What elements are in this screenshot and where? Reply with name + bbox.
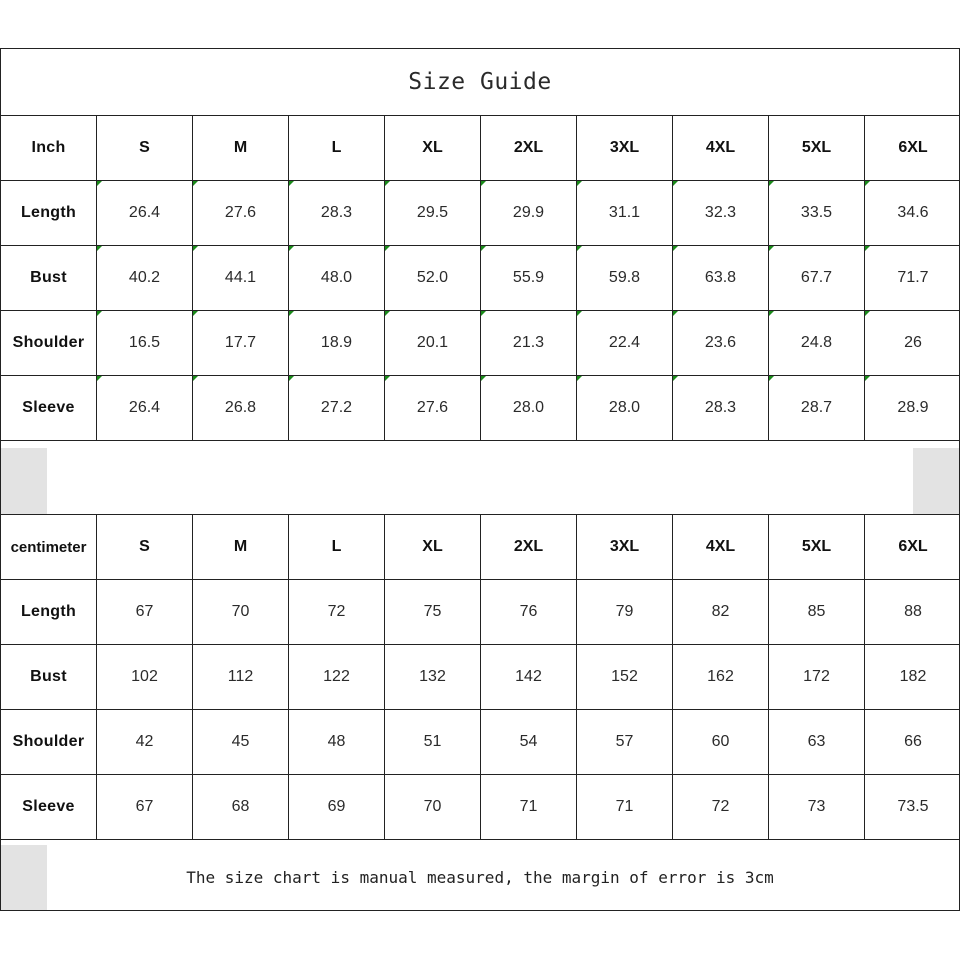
size-header-cell: M [193, 515, 289, 580]
grey-block-left [1, 448, 47, 514]
measure-cell: 76 [481, 580, 577, 645]
size-header-cell: L [289, 116, 385, 181]
measure-cell: 88 [865, 580, 960, 645]
measure-cell: 33.5 [769, 181, 865, 246]
measure-cell: 182 [865, 645, 960, 710]
measure-cell: 132 [385, 645, 481, 710]
measure-cell: 29.9 [481, 181, 577, 246]
measure-cell: 48 [289, 710, 385, 775]
inch-row-length [1, 181, 960, 246]
row-label: Sleeve [1, 376, 97, 441]
inch-row-shoulder [1, 311, 960, 376]
measure-cell: 26.4 [97, 181, 193, 246]
size-header-cell: XL [385, 515, 481, 580]
measure-cell: 32.3 [673, 181, 769, 246]
measure-cell: 26 [865, 311, 960, 376]
measure-cell: 55.9 [481, 246, 577, 311]
size-header-cell: 2XL [481, 515, 577, 580]
measure-cell: 52.0 [385, 246, 481, 311]
measure-cell: 71.7 [865, 246, 960, 311]
measure-cell: 68 [193, 775, 289, 840]
measure-cell: 27.6 [385, 376, 481, 441]
measure-cell: 28.0 [577, 376, 673, 441]
measure-cell: 172 [769, 645, 865, 710]
size-header-cell: 6XL [865, 116, 960, 181]
measure-cell: 16.5 [97, 311, 193, 376]
measure-cell: 63.8 [673, 246, 769, 311]
measure-cell: 42 [97, 710, 193, 775]
cm-row-length [1, 580, 960, 645]
cm-row-bust [1, 645, 960, 710]
size-header-cell: 4XL [673, 116, 769, 181]
row-label: Shoulder [1, 710, 97, 775]
measure-cell: 82 [673, 580, 769, 645]
measure-cell: 28.0 [481, 376, 577, 441]
measure-cell: 26.4 [97, 376, 193, 441]
measure-cell: 31.1 [577, 181, 673, 246]
measure-cell: 54 [481, 710, 577, 775]
measure-cell: 28.3 [289, 181, 385, 246]
row-label: Shoulder [1, 311, 97, 376]
size-header-cell: S [97, 116, 193, 181]
measure-cell: 70 [193, 580, 289, 645]
measure-cell: 48.0 [289, 246, 385, 311]
row-label: Length [1, 580, 97, 645]
measure-cell: 67.7 [769, 246, 865, 311]
measure-cell: 73 [769, 775, 865, 840]
size-header-cell: 5XL [769, 515, 865, 580]
measure-cell: 27.2 [289, 376, 385, 441]
measure-cell: 152 [577, 645, 673, 710]
grey-block-right [913, 448, 959, 514]
size-header-cell: L [289, 515, 385, 580]
measure-cell: 57 [577, 710, 673, 775]
size-header-cell: 5XL [769, 116, 865, 181]
measure-cell: 112 [193, 645, 289, 710]
row-label: Bust [1, 246, 97, 311]
measure-cell: 21.3 [481, 311, 577, 376]
measure-cell: 122 [289, 645, 385, 710]
row-label: Sleeve [1, 775, 97, 840]
measure-cell: 70 [385, 775, 481, 840]
size-header-cell: S [97, 515, 193, 580]
centimeter-size-table [0, 514, 960, 840]
size-header-cell: 2XL [481, 116, 577, 181]
measure-cell: 44.1 [193, 246, 289, 311]
measure-cell: 71 [481, 775, 577, 840]
inch-unit-label: Inch [1, 116, 97, 181]
measure-cell: 66 [865, 710, 960, 775]
measure-cell: 142 [481, 645, 577, 710]
measure-cell: 60 [673, 710, 769, 775]
size-chart [0, 48, 960, 911]
size-header-cell: M [193, 116, 289, 181]
measure-cell: 20.1 [385, 311, 481, 376]
measure-cell: 28.3 [673, 376, 769, 441]
table-separator [1, 448, 959, 514]
measure-cell: 17.7 [193, 311, 289, 376]
measure-cell: 29.5 [385, 181, 481, 246]
size-header-cell: XL [385, 116, 481, 181]
inch-size-table [0, 115, 960, 441]
measure-cell: 40.2 [97, 246, 193, 311]
cm-header-row [1, 515, 960, 580]
measurement-note: The size chart is manual measured, the margin of error is 3cm [186, 868, 774, 887]
inch-row-bust [1, 246, 960, 311]
measure-cell: 18.9 [289, 311, 385, 376]
size-header-cell: 4XL [673, 515, 769, 580]
measure-cell: 67 [97, 775, 193, 840]
measurement-note-row [1, 845, 959, 910]
measure-cell: 26.8 [193, 376, 289, 441]
measure-cell: 72 [289, 580, 385, 645]
measure-cell: 79 [577, 580, 673, 645]
measure-cell: 24.8 [769, 311, 865, 376]
measure-cell: 28.9 [865, 376, 960, 441]
row-label: Length [1, 181, 97, 246]
measure-cell: 162 [673, 645, 769, 710]
measure-cell: 67 [97, 580, 193, 645]
measure-cell: 59.8 [577, 246, 673, 311]
measure-cell: 85 [769, 580, 865, 645]
inch-row-sleeve [1, 376, 960, 441]
measure-cell: 23.6 [673, 311, 769, 376]
grey-block-left [1, 845, 47, 910]
size-header-cell: 6XL [865, 515, 960, 580]
inch-header-row [1, 116, 960, 181]
measure-cell: 27.6 [193, 181, 289, 246]
measure-cell: 63 [769, 710, 865, 775]
measure-cell: 72 [673, 775, 769, 840]
measure-cell: 71 [577, 775, 673, 840]
measure-cell: 69 [289, 775, 385, 840]
size-header-cell: 3XL [577, 515, 673, 580]
row-label: Bust [1, 645, 97, 710]
size-guide-title: Size Guide [1, 49, 959, 116]
measure-cell: 34.6 [865, 181, 960, 246]
centimeter-unit-label: centimeter [1, 515, 97, 580]
cm-row-shoulder [1, 710, 960, 775]
measure-cell: 75 [385, 580, 481, 645]
size-header-cell: 3XL [577, 116, 673, 181]
measure-cell: 22.4 [577, 311, 673, 376]
measure-cell: 102 [97, 645, 193, 710]
measure-cell: 51 [385, 710, 481, 775]
cm-row-sleeve [1, 775, 960, 840]
measure-cell: 73.5 [865, 775, 960, 840]
measure-cell: 28.7 [769, 376, 865, 441]
measure-cell: 45 [193, 710, 289, 775]
